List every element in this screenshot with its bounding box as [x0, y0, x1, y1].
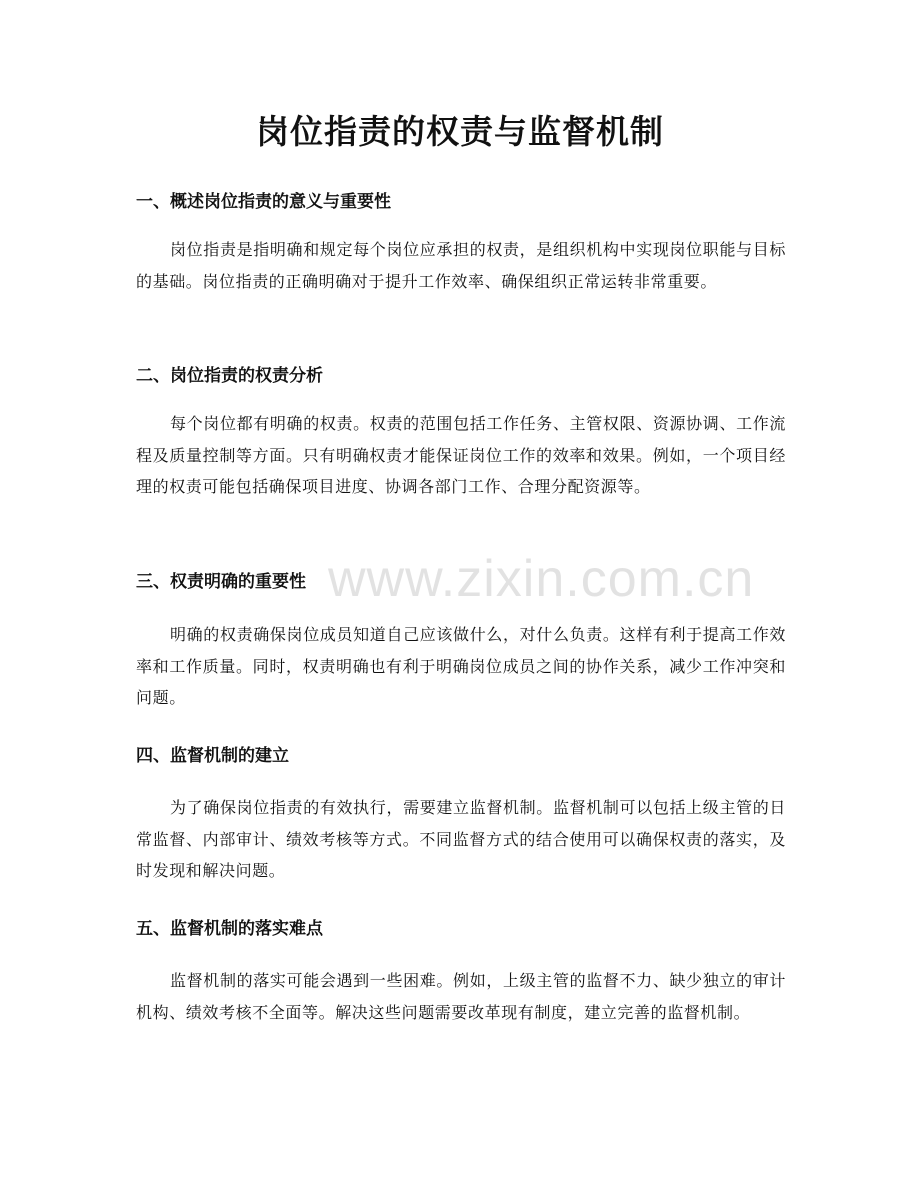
section-heading-4: 四、监督机制的建立: [136, 746, 289, 766]
watermark: www.zixin.com.cn: [328, 550, 755, 608]
section-body-3: 明确的权责确保岗位成员知道自己应该做什么，对什么负责。这样有利于提高工作效率和工作质量。同时，权责明确也有利于明确岗位成员之间的协作关系，减少工作冲突和问题。: [136, 625, 786, 707]
section-body-5: 监督机制的落实可能会遇到一些困难。例如，上级主管的监督不力、缺少独立的审计机构、绩效考核不全面等。解决这些问题需要改革现有制度，建立完善的监督机制。: [136, 971, 786, 1022]
section-body-1: 岗位指责是指明确和规定每个岗位应承担的权责，是组织机构中实现岗位职能与目标的基础。岗位指责的正确明确对于提升工作效率、确保组织正常运转非常重要。: [136, 240, 786, 291]
section-heading-2: 二、岗位指责的权责分析: [136, 366, 323, 386]
section-heading-3: 三、权责明确的重要性: [136, 572, 306, 592]
section-body-4: 为了确保岗位指责的有效执行，需要建立监督机制。监督机制可以包括上级主管的日常监督、内部审计、绩效考核等方式。不同监督方式的结合使用可以确保权责的落实，及时发现和解决问题。: [136, 798, 786, 880]
section-heading-5: 五、监督机制的落实难点: [136, 919, 323, 939]
document-title: 岗位指责的权责与监督机制: [256, 112, 664, 151]
section-heading-1: 一、概述岗位指责的意义与重要性: [136, 192, 391, 212]
section-body-2: 每个岗位都有明确的权责。权责的范围包括工作任务、主管权限、资源协调、工作流程及质量控制等方面。只有明确权责才能保证岗位工作的效率和效果。例如，一个项目经理的权责可能包括确保项目进度、协调各部门工作、合理分配资源等。: [136, 414, 786, 496]
